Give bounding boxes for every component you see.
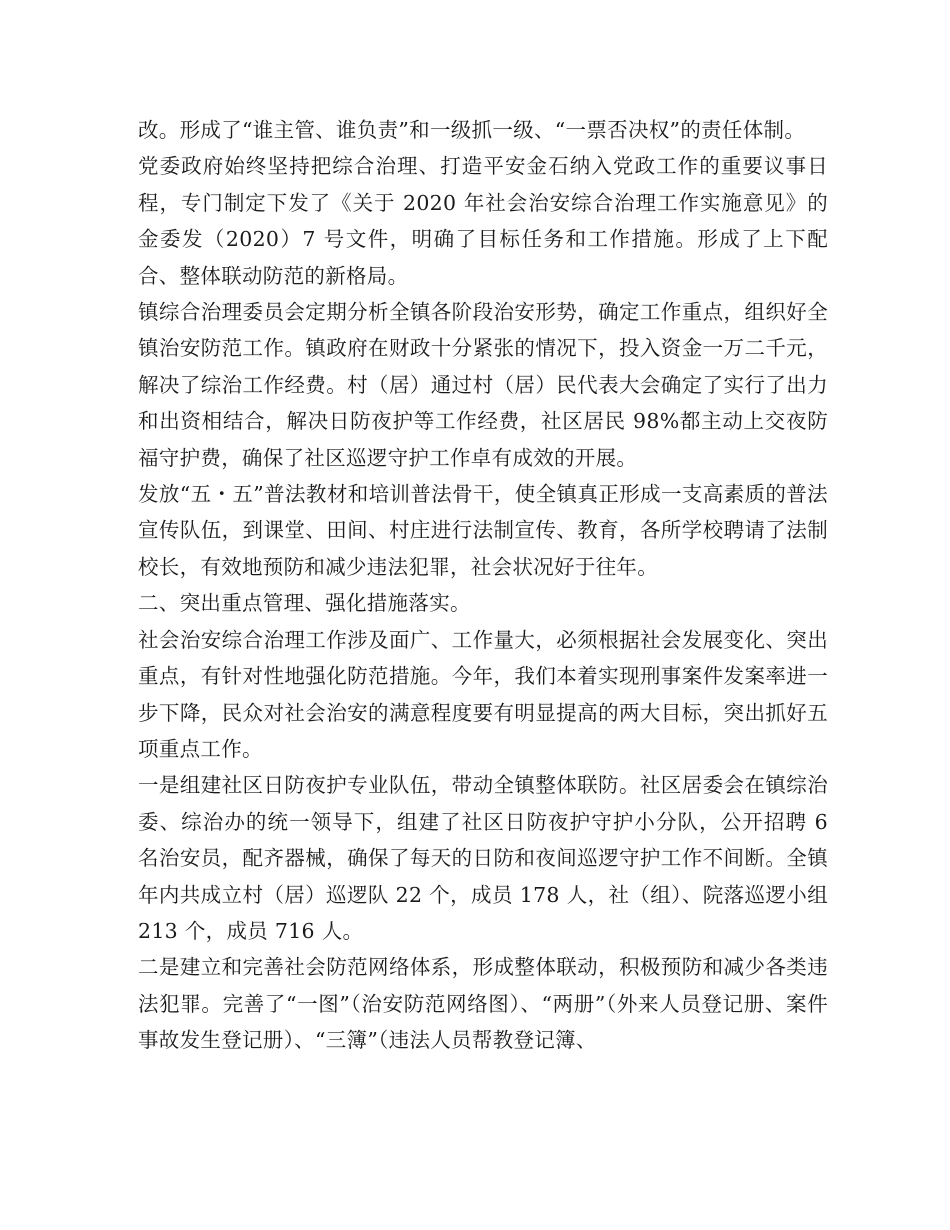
paragraph-5: 社会治安综合治理工作涉及面广、工作量大，必须根据社会发展变化、突出重点，有针对性地强化防范措施。今年，我们本着实现刑事案件发案率进一步下降，民众对社会治安的满意程度要有明显提高的两大目标，突出抓好五项重点工作。 (138, 627, 828, 761)
paragraph-7: 二是建立和完善社会防范网络体系，形成整体联动，积极预防和减少各类违法犯罪。完善了“一图”（治安防范网络图）、“两册”（外来人员登记册、案件事故发生登记册）、“三簿”（违法人员帮教登记簿、 (138, 955, 828, 1053)
paragraph-4: 发放“五・五”普法教材和培训普法骨干，使全镇真正形成一支高素质的普法宣传队伍，到课堂、田间、村庄进行法制宣传、教育，各所学校聘请了法制校长，有效地预防和减少违法犯罪，社会状况好于往年。 (138, 482, 828, 579)
paragraph-2: 党委政府始终坚持把综合治理、打造平安金石纳入党政工作的重要议事日程，专门制定下发了《关于 2020 年社会治安综合治理工作实施意见》的金委发（2020）7 号文件，明确了目标任务和工作措施。形成了上下配合、整体联动防范的新格局。 (138, 154, 828, 288)
paragraph-1: 改。形成了“谁主管、谁负责”和一级抓一级、“一票否决权”的责任体制。 (138, 118, 806, 142)
paragraph-6: 一是组建社区日防夜护专业队伍，带动全镇整体联防。社区居委会在镇综治委、综治办的统一领导下，组建了社区日防夜护守护小分队，公开招聘 6 名治安员，配齐器械，确保了每天的日防和夜间巡逻守护工作不间断。全镇年内共成立村（居）巡逻队 22 个，成员 178 人，社（组）、院落巡逻小组 213 个，成员 716 人。 (138, 773, 828, 943)
document-body (138, 112, 828, 1059)
section-heading: 二、突出重点管理、强化措施落实。 (138, 591, 471, 616)
paragraph-3: 镇综合治理委员会定期分析全镇各阶段治安形势，确定工作重点，组织好全镇治安防范工作。镇政府在财政十分紧张的情况下，投入资金一万二千元，解决了综治工作经费。村（居）通过村（居）民代表大会确定了实行了出力和出资相结合，解决日防夜护等工作经费，社区居民 98%都主动上交夜防福守护费，确保了社区巡逻守护工作卓有成效的开展。 (138, 300, 828, 470)
